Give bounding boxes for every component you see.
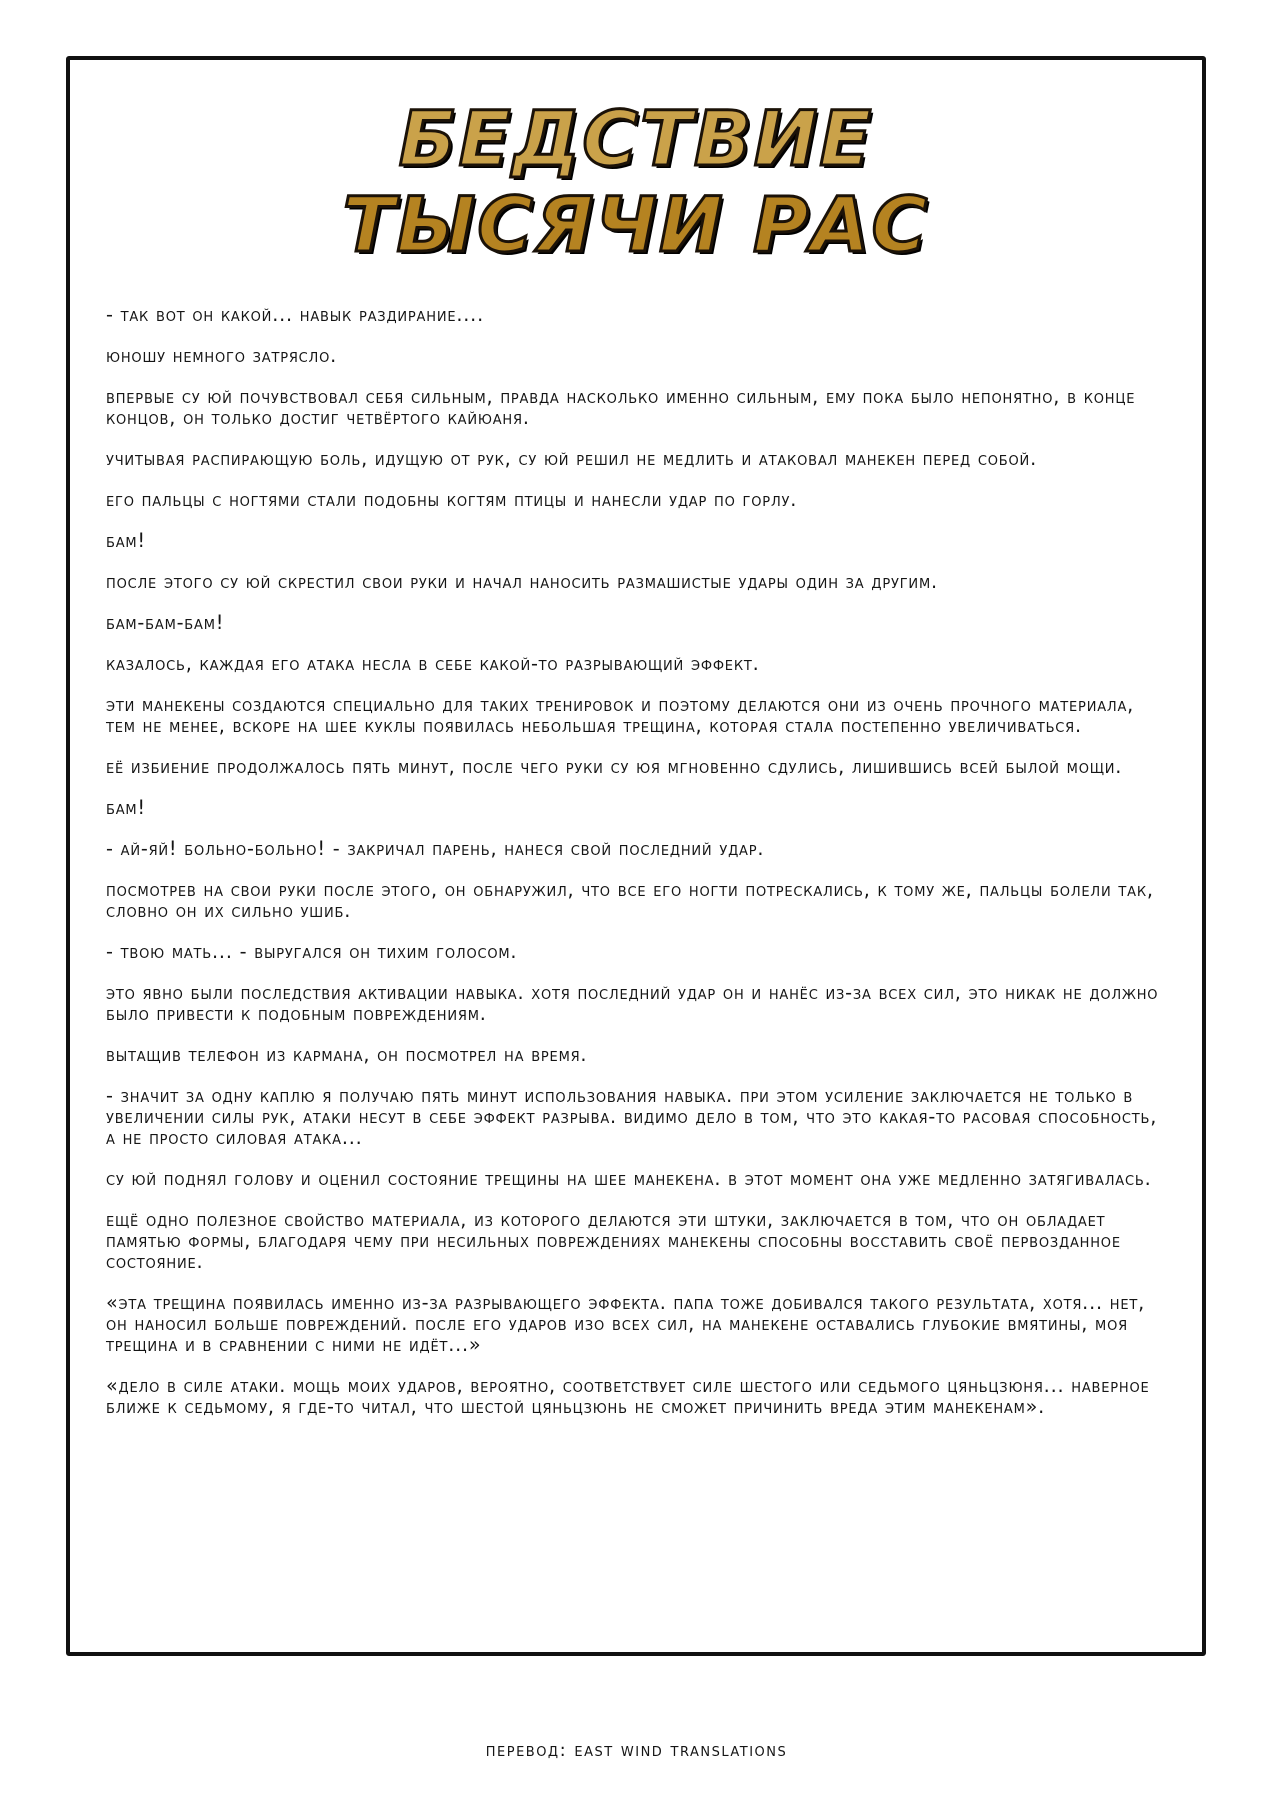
- paragraph: - ай-яй! больно-больно! - закричал парень, нанеся свой последний удар.: [106, 837, 765, 860]
- paragraph: юношу немного затрясло.: [106, 344, 338, 367]
- paragraph: су юй поднял голову и оценил состояние трещины на шее манекена. в этот момент она уже медленно затягивалась.: [106, 1167, 1152, 1190]
- paragraph: впервые су юй почувствовал себя сильным, правда насколько именно сильным, ему пока было непонятно, в конце концов, он только достиг четвёртого кайюаня.: [106, 385, 1136, 429]
- page-frame: [66, 56, 1206, 1656]
- paragraph: бам!: [106, 529, 146, 552]
- translation-credit: перевод: east wind translations: [485, 1740, 788, 1761]
- paragraph: бам-бам-бам!: [106, 611, 225, 634]
- paragraph: бам!: [106, 796, 146, 819]
- title-line-2: ТЫСЯЧИ РАС: [342, 180, 930, 269]
- paragraph: ещё одно полезное свойство материала, из которого делаются эти штуки, заключается в том, что он обладает памятью формы, благодаря чему при несильных повреждениях манекены способны восставить своё первозданное состояние.: [106, 1208, 1121, 1273]
- paragraph: вытащив телефон из кармана, он посмотрел на время.: [106, 1043, 588, 1066]
- paragraph: казалось, каждая его атака несла в себе какой-то разрывающий эффект.: [106, 652, 760, 675]
- paragraph: после этого су юй скрестил свои руки и начал наносить размашистые удары один за другим.: [106, 570, 938, 593]
- story-text: [106, 304, 1166, 1437]
- paragraph: - так вот он какой... навык раздирание....: [106, 303, 484, 326]
- paragraph: - значит за одну каплю я получаю пять минут использования навыка. при этом усиление заключается не только в увеличении силы рук, атаки несут в себе эффект разрыва. видимо дело в том, что это какая-то расовая способность, а не просто силовая атака...: [106, 1084, 1158, 1149]
- paragraph: его пальцы с ногтями стали подобны когтям птицы и нанесли удар по горлу.: [106, 488, 798, 511]
- paragraph: учитывая распирающую боль, идущую от рук, су юй решил не медлить и атаковал манекен перед собой.: [106, 447, 1037, 470]
- paragraph: «дело в силе атаки. мощь моих ударов, вероятно, соответствует силе шестого или седьмого цяньцзюня... наверное ближе к седьмому, я где-то читал, что шестой цяньцзюнь не сможет причинить вреда этим манекенам».: [106, 1374, 1150, 1418]
- paragraph: - твою мать... - выругался он тихим голосом.: [106, 940, 518, 963]
- page-title: [70, 96, 1202, 268]
- paragraph: это явно были последствия активации навыка. хотя последний удар он и нанёс из-за всех сил, это никак не должно было привести к подобным повреждениям.: [106, 981, 1159, 1025]
- paragraph: эти манекены создаются специально для таких тренировок и поэтому делаются они из очень прочного материала, тем не менее, вскоре на шее куклы появилась небольшая трещина, которая стала постепенно увеличиваться.: [106, 693, 1135, 737]
- paragraph: её избиение продолжалось пять минут, после чего руки су юя мгновенно сдулись, лишившись всей былой мощи.: [106, 755, 1123, 778]
- title-line-1: БЕДСТВИЕ: [398, 94, 874, 183]
- paragraph: «эта трещина появилась именно из-за разрывающего эффекта. папа тоже добивался такого результата, хотя... нет, он наносил больше повреждений. после его ударов изо всех сил, на манекене оставались глубокие вмятины, моя трещина и в сравнении с ними не идёт...»: [106, 1291, 1146, 1356]
- paragraph: посмотрев на свои руки после этого, он обнаружил, что все его ногти потрескались, к тому же, пальцы болели так, словно он их сильно ушиб.: [106, 878, 1154, 922]
